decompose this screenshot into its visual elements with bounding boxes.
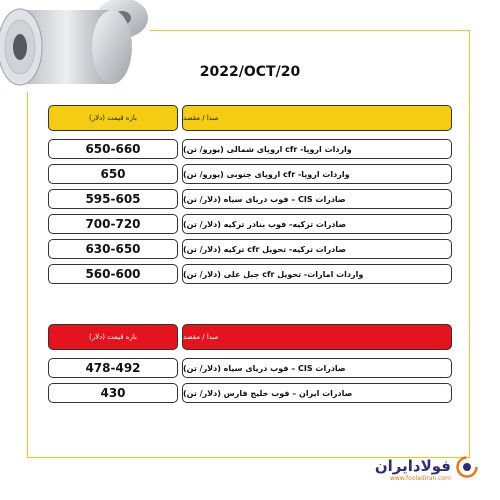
route-label: واردات اروپا- cfr اروپای شمالی (یورو/ تن)	[182, 139, 452, 159]
table-header	[48, 324, 452, 350]
header-price: بازه قیمت (دلار)	[48, 105, 178, 131]
brand-name: فولادایران	[374, 456, 451, 475]
price-value: 650-660	[48, 139, 178, 159]
table-row	[48, 164, 452, 184]
brand-url: www.fooladiran.com	[389, 474, 451, 482]
price-value: 430	[48, 383, 178, 403]
route-label: صادرات CIS – فوب دریای سیاه (دلار/ تن)	[182, 189, 452, 209]
table-row	[48, 358, 452, 378]
price-value: 630-650	[48, 239, 178, 259]
report-date: 2022/OCT/20	[199, 64, 301, 80]
brand-logo	[375, 456, 478, 482]
header-route: مبدا / مقصد	[182, 105, 452, 131]
price-value: 595-605	[48, 189, 178, 209]
route-label: صادرات ترکیه- تحویل cfr ترکیه (دلار/ تن)	[182, 239, 452, 259]
route-label: واردات اروپا- cfr اروپای جنوبی (یورو/ تن)	[182, 164, 452, 184]
table-row	[48, 214, 452, 234]
header-route: مبدا / مقصد	[182, 324, 452, 350]
table-row	[48, 383, 452, 403]
route-label: صادرات ایران – فوب خلیج فارس (دلار/ تن)	[182, 383, 452, 403]
table-row	[48, 139, 452, 159]
price-value: 700-720	[48, 214, 178, 234]
table-row	[48, 239, 452, 259]
price-table-europe	[48, 105, 452, 289]
table-row	[48, 264, 452, 284]
table-header	[48, 105, 452, 131]
header-price: بازه قیمت (دلار)	[48, 324, 178, 350]
route-label: صادرات CIS – فوب دریای سیاه (دلار/ تن)	[182, 358, 452, 378]
table-row	[48, 189, 452, 209]
route-label: صادرات ترکیه- فوب بنادر ترکیه (دلار/ تن)	[182, 214, 452, 234]
price-value: 478-492	[48, 358, 178, 378]
price-value: 560-600	[48, 264, 178, 284]
price-table-exports	[48, 324, 452, 408]
route-label: واردات امارات- تحویل cfr جبل علی (دلار/ تن)	[182, 264, 452, 284]
brand-mark-icon	[456, 456, 478, 482]
price-value: 650	[48, 164, 178, 184]
